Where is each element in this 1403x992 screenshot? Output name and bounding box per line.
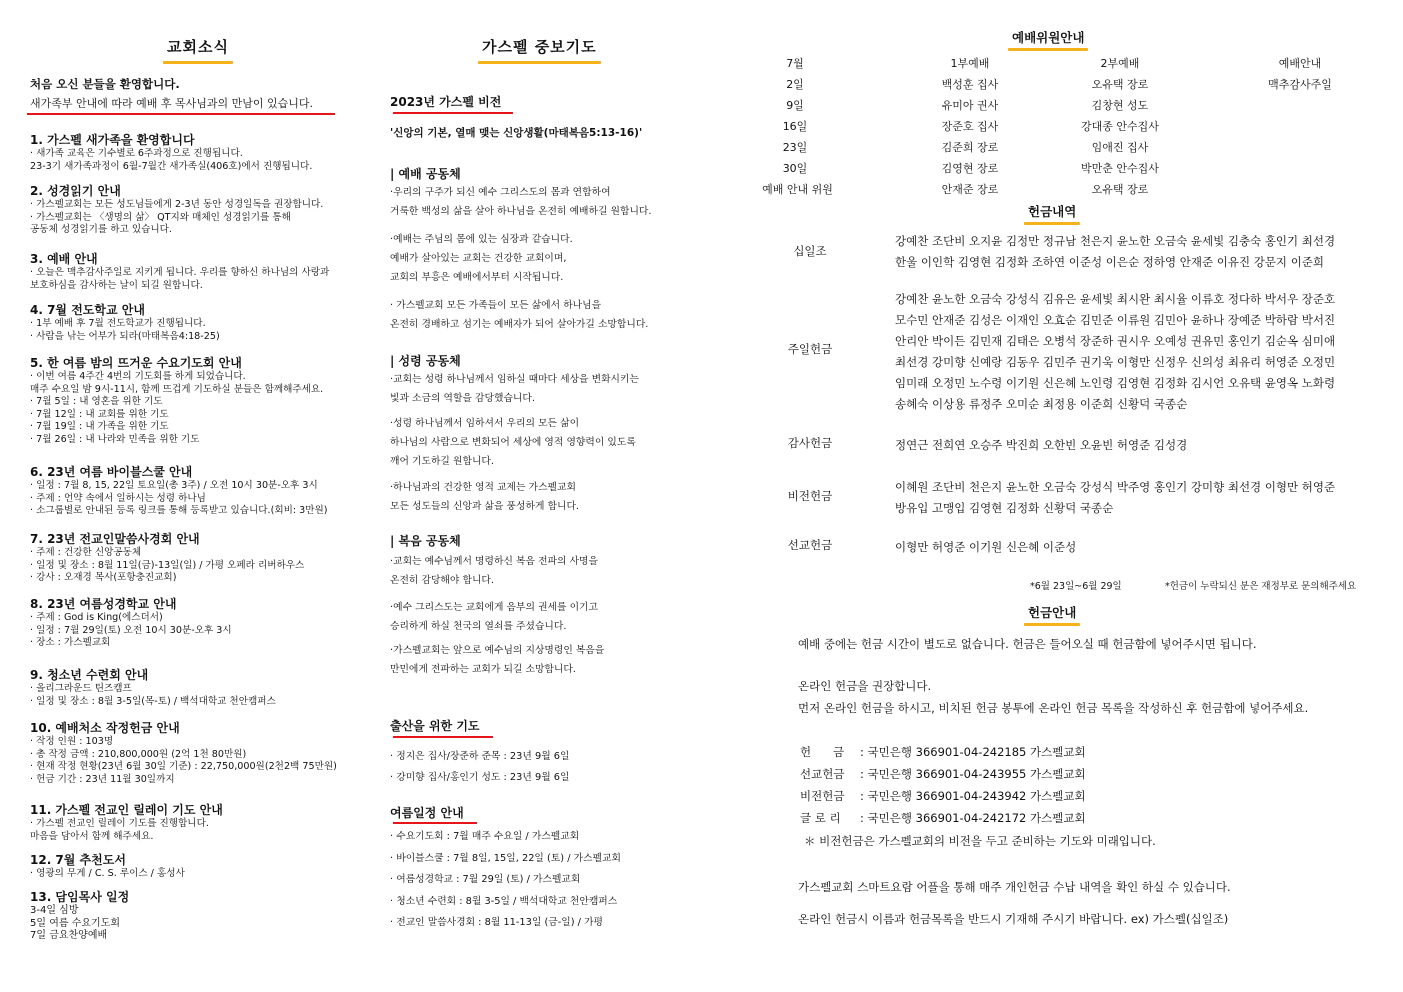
schedule-cell: 백성훈 집사 <box>941 78 999 91</box>
offering-names-line: 이형만 허영준 이기원 신은혜 이준성 <box>895 540 1077 554</box>
schedule-cell: 안재준 장로 <box>941 183 999 196</box>
offering-label: 주일헌금 <box>787 342 833 356</box>
news-line: · 가스펠교회는 〈생명의 삶〉 QT지와 매체인 성경읽기를 통해 <box>30 211 291 223</box>
offering-names <box>895 477 1385 519</box>
news-section-title: 8. 23년 여름성경학교 안내 <box>30 597 177 611</box>
news-section <box>30 465 375 518</box>
offering-names-line: 강예찬 조단비 오지윤 김정만 정규남 천은지 윤노한 오금숙 윤세빛 김충숙 홍인기 최선경 <box>895 234 1336 248</box>
news-line: · 소그룹별로 안내된 등록 링크를 통해 등록받고 있습니다.(회비: 3만원) <box>30 505 328 517</box>
guide-paragraph-3: 가스펠교회 스마트요람 어플을 통해 매주 개인헌금 수납 내역을 확인 하실 수 있습니다. <box>798 880 1231 894</box>
offering-title: 헌금내역 <box>1028 202 1076 220</box>
news-section <box>30 721 375 786</box>
news-line: · 이번 여름 4주간 4번의 기도회를 하게 되었습니다. <box>30 371 246 382</box>
prayer-line: 온전히 감당해야 합니다. <box>390 575 494 586</box>
prayer-item <box>390 414 785 471</box>
prayer-line: ·하나님과의 건강한 영적 교제는 가스펠교회 <box>390 482 576 493</box>
schedule-row <box>760 139 1380 159</box>
schedule-cell: 16일 <box>782 120 808 133</box>
schedule-cell: 유미아 권사 <box>941 99 999 112</box>
news-line: · 새가족 교육은 기수별로 6주과정으로 진행됩니다. <box>30 148 243 159</box>
offering-names <box>895 435 1385 456</box>
news-line: · 7월 12일 : 내 교회를 위한 기도 <box>30 408 169 420</box>
news-section <box>30 184 375 237</box>
news-section <box>30 133 375 173</box>
schedule-cell: 30일 <box>782 162 808 175</box>
news-section-title: 7. 23년 전교인말씀사경회 안내 <box>30 532 200 546</box>
schedule-cell: 23일 <box>782 141 808 154</box>
offering-label: 선교헌금 <box>787 538 833 552</box>
account-number: : 국민은행 366901-04-243955 가스펠교회 <box>860 767 1086 781</box>
vision-underline <box>393 112 513 114</box>
news-section <box>30 252 375 292</box>
news-section-title: 6. 23년 여름 바이블스쿨 안내 <box>30 465 193 479</box>
summer-schedule-item: · 바이블스쿨 : 7월 8일, 15일, 22일 (토) / 가스펠교회 <box>390 852 621 864</box>
schedule-cell: 박만춘 안수집사 <box>1081 162 1159 175</box>
summer-schedule-title: 여름일정 안내 <box>390 806 464 820</box>
schedule-header-cell: 1부예배 <box>950 57 990 70</box>
schedule-cell: 김준희 장로 <box>941 141 999 154</box>
news-line: · 가스펠교회는 모든 성도님들에게 2-3년 동안 성경일독을 권장합니다. <box>30 199 324 210</box>
news-line: 7일 금요찬양예배 <box>30 930 108 942</box>
prayer-line: 하나님의 사람으로 변화되어 세상에 영적 영향력이 있도록 <box>390 437 636 448</box>
news-section <box>30 668 375 708</box>
summer-schedule-item: · 여름성경학교 : 7월 29일 (토) / 가스펠교회 <box>390 874 581 885</box>
news-line: · 일정 및 장소 : 8월 11일(금)-13일(일) / 가평 오페라 리버하우스 <box>30 559 305 571</box>
offering-names-line: 한울 이인학 김영현 김정화 조하연 이준성 이은순 정하영 안재준 이유진 강문지 이준희 <box>895 255 1325 269</box>
vision-quote: '신앙의 기본, 열매 맺는 신앙생활(마태복음5:13-16)' <box>390 127 643 139</box>
news-line: · 올리그라운드 틴즈캠프 <box>30 683 132 694</box>
guide-paragraph-2a: 온라인 헌금을 권장합니다. <box>798 679 932 693</box>
prayer-line: 거룩한 백성의 삶을 살아 하나님을 온전히 예배하길 원합니다. <box>390 206 652 217</box>
schedule-cell: 장준호 집사 <box>941 120 999 133</box>
welcome-title: 처음 오신 분들을 환영합니다. <box>30 77 180 91</box>
offering-names-line: 최선경 강미향 신예랑 김동우 김민주 권기욱 이형만 신정우 신의성 최유리 허영준 오정민 <box>895 355 1336 369</box>
offering-label: 비전헌금 <box>787 489 833 503</box>
summer-schedule-underline <box>393 822 477 824</box>
news-line: · 강사 : 오재경 목사(포항충진교회) <box>30 572 177 584</box>
accounts-note: ＊ 비전헌금은 가스펠교회의 비전을 두고 준비하는 기도와 미래입니다. <box>804 834 1156 848</box>
schedule-cell: 오유택 장로 <box>1091 183 1149 196</box>
account-number: : 국민은행 366901-04-242185 가스펠교회 <box>860 745 1086 759</box>
news-section <box>30 803 375 843</box>
schedule-cell: 김창현 성도 <box>1091 99 1149 112</box>
news-line: · 7월 26일 : 내 나라와 민족을 위한 기도 <box>30 433 200 445</box>
schedule-header-cell: 2부예배 <box>1100 57 1140 70</box>
news-line: · 가스펠 전교인 릴레이 기도를 진행합니다. <box>30 818 209 829</box>
offering-guide-title: 헌금안내 <box>1028 603 1076 621</box>
schedule-header-cell: 7월 <box>786 57 804 70</box>
prayer-line: 만민에게 전파하는 교회가 되길 소망합니다. <box>390 664 576 675</box>
offering-names-line: 안리안 박이든 김민재 김태은 오병석 장준하 권시우 오예성 권유민 홍인기 김순옥 심미애 <box>895 334 1336 348</box>
prayer-line: 교회의 부흥은 예배에서부터 시작됩니다. <box>390 272 564 283</box>
prayer-item <box>390 230 785 287</box>
prayer-group-title: | 성령 공동체 <box>390 354 461 368</box>
news-line: · 주제 : 언약 속에서 일하시는 성령 하나님 <box>30 492 206 504</box>
account-label: 선교헌금 <box>800 767 845 781</box>
news-line: · 사람을 낚는 어부가 되라(마태복음4:18-25) <box>30 330 220 342</box>
schedule-cell: 오유택 장로 <box>1091 78 1149 91</box>
news-line: · 주제 : God is King(에스더서) <box>30 612 163 623</box>
schedule-row <box>760 181 1380 201</box>
summer-schedule-list <box>390 826 785 934</box>
schedule-row <box>760 97 1380 117</box>
offering-names-line: 모수민 안재준 김성은 이재인 오효순 김민준 이류원 김민아 윤하나 장예준 박하람 박서진 <box>895 313 1336 327</box>
prayer-item <box>390 641 785 679</box>
welcome-underline <box>27 113 335 115</box>
schedule-header-row <box>760 55 1380 75</box>
schedule-row <box>760 118 1380 138</box>
prayer-item <box>390 370 785 408</box>
schedule-cell: 김영현 장로 <box>941 162 999 175</box>
birth-prayer-item: · 정지은 집사/장준하 준목 : 23년 9월 6일 <box>390 751 570 762</box>
offering-names-line: 송혜숙 이상용 류정주 오미순 최정용 이준희 신황덕 국종순 <box>895 397 1188 411</box>
news-section-title: 2. 성경읽기 안내 <box>30 184 121 198</box>
news-section <box>30 597 375 650</box>
prayer-item <box>390 296 785 334</box>
news-section-title: 11. 가스펠 전교인 릴레이 기도 안내 <box>30 803 223 817</box>
news-line: · 일정 : 7월 29일(토) 오전 10시 30분-오후 3시 <box>30 624 232 636</box>
schedule-row <box>760 76 1380 96</box>
schedule-cell: 9일 <box>786 99 804 112</box>
summer-schedule-item: · 청소년 수련회 : 8월 3-5일 / 백석대학교 천안캠퍼스 <box>390 895 618 907</box>
offering-names-line: 이혜원 조단비 천은지 윤노한 오금숙 강성식 박주영 홍인기 강미향 최선경 이형만 허영준 <box>895 480 1336 494</box>
offering-label: 감사헌금 <box>787 436 833 450</box>
news-section <box>30 356 375 447</box>
news-line: · 주제 : 건강한 신앙공동체 <box>30 547 142 558</box>
prayer-line: ·가스펠교회는 앞으로 예수님의 지상명령인 복음을 <box>390 645 605 656</box>
schedule-cell: 2일 <box>786 78 804 91</box>
guide-paragraph-1: 예배 중에는 헌금 시간이 별도로 없습니다. 헌금은 들어오실 때 헌금함에 넣어주시면 됩니다. <box>798 637 1257 651</box>
church-news-title: 교회소식 <box>167 36 229 57</box>
schedule-row <box>760 160 1380 180</box>
prayer-line: ·예수 그리스도는 교회에게 음부의 권세를 이기고 <box>390 602 598 613</box>
prayer-group-title: | 예배 공동체 <box>390 167 461 181</box>
account-label: 헌 금 <box>800 745 845 759</box>
news-line: · 장소 : 가스펠교회 <box>30 637 111 649</box>
news-line: 23-3기 새가족과정이 6월-7월간 새가족실(406호)에서 진행됩니다. <box>30 160 313 172</box>
schedule-header-cell: 예배안내 <box>1278 57 1322 70</box>
prayer-line: 깨어 기도하길 원합니다. <box>390 456 494 467</box>
prayer-line: ·교회는 성령 하나님께서 임하실 때마다 세상을 변화시키는 <box>390 374 639 385</box>
schedule-cell: 임애진 집사 <box>1091 141 1149 154</box>
news-line: 5일 여름 수요기도회 <box>30 917 120 929</box>
prayer-line: 모든 성도들의 신앙과 삶을 풍성하게 합니다. <box>390 501 580 512</box>
news-line: · 총 작정 금액 : 210,800,000원 (2억 1천 80만원) <box>30 748 247 760</box>
account-number: : 국민은행 366901-04-242172 가스펠교회 <box>860 811 1086 825</box>
guide-paragraph-2b: 먼저 온라인 헌금을 하시고, 비치된 헌금 봉투에 온라인 헌금 목록을 작성하신 후 헌금함에 넣어주세요. <box>798 701 1309 715</box>
schedule-cell: 예배 안내 위원 <box>762 183 833 196</box>
offering-names <box>895 289 1385 415</box>
offering-names <box>895 231 1385 273</box>
news-section-title: 9. 청소년 수련회 안내 <box>30 668 149 682</box>
vision-title: 2023년 가스펠 비전 <box>390 95 502 109</box>
news-line: · 작정 인원 : 103명 <box>30 736 114 747</box>
offering-names-line: 임미래 오정민 노수령 이기원 신은혜 노인령 김영현 김정화 김시언 오유택 윤영옥 노화령 <box>895 376 1336 390</box>
offering-names <box>895 537 1385 558</box>
offering-names-line: 정연근 전희연 오승주 박진희 오한빈 오윤빈 허영준 김성경 <box>895 438 1188 452</box>
news-section <box>30 890 375 943</box>
news-line: · 헌금 기간 : 23년 11월 30일까지 <box>30 773 175 785</box>
prayer-line: 예배가 살아있는 교회는 건강한 교회이며, <box>390 253 567 264</box>
news-line: · 일정 및 장소 : 8월 3-5일(목-토) / 백석대학교 천안캠퍼스 <box>30 695 276 707</box>
news-line: · 현재 작정 현황(23년 6월 30일 기준) : 22,750,000원(2천2백 75만원) <box>30 761 337 773</box>
news-line: 마음을 담아서 함께 해주세요. <box>30 830 154 842</box>
offering-label: 십일조 <box>793 244 827 258</box>
account-number: : 국민은행 366901-04-243942 가스펠교회 <box>860 789 1086 803</box>
birth-prayer-underline <box>393 736 493 738</box>
prayer-item <box>390 552 785 590</box>
prayer-line: ·성령 하나님께서 임하셔서 우리의 모든 삶이 <box>390 418 580 429</box>
news-line: · 오늘은 맥추감사주일로 지키게 됩니다. 우리를 향하신 하나님의 사랑과 <box>30 267 330 278</box>
offering-names-line: 강예찬 윤노한 오금숙 강성식 김유은 윤세빛 최시완 최시율 이류호 정다하 박서우 장준호 <box>895 292 1336 306</box>
prayer-line: ·우리의 구주가 되신 예수 그리스도의 몸과 연합하여 <box>390 187 611 198</box>
prayer-group-title: | 복음 공동체 <box>390 534 461 548</box>
prayer-line: · 가스펠교회 모든 가족들이 모든 삶에서 하나님을 <box>390 300 602 311</box>
schedule-cell: 맥추감사주일 <box>1268 78 1332 91</box>
news-section-title: 5. 한 여름 밤의 뜨거운 수요기도회 안내 <box>30 356 242 370</box>
prayer-item <box>390 183 785 221</box>
prayer-line: 빛과 소금의 역할을 감당했습니다. <box>390 393 535 404</box>
news-line: · 7월 5일 : 내 영혼을 위한 기도 <box>30 396 163 408</box>
news-line: · 1부 예배 후 7월 전도학교가 진행됩니다. <box>30 318 206 329</box>
account-label: 글 로 리 <box>800 811 841 825</box>
news-line: 공동체 성경읽기를 하고 있습니다. <box>30 224 172 236</box>
prayer-line: ·예배는 주님의 몸에 있는 심장과 같습니다. <box>390 234 573 245</box>
news-line: 3-4일 심방 <box>30 905 79 916</box>
birth-prayer-title: 출산을 위한 기도 <box>390 719 480 733</box>
news-section-title: 4. 7월 전도학교 안내 <box>30 303 145 317</box>
news-line: 매주 수요일 밤 9시-11시, 함께 뜨겁게 기도하실 분들은 함께해주세요. <box>30 383 324 395</box>
prayer-line: ·교회는 예수님께서 명령하신 복음 전파의 사명을 <box>390 556 598 567</box>
news-section <box>30 532 375 585</box>
welcome-text: 새가족부 안내에 따라 예배 후 목사님과의 만남이 있습니다. <box>30 97 313 110</box>
birth-prayer-item: · 강미향 집사/홍인기 성도 : 23년 9월 6일 <box>390 772 570 783</box>
summer-schedule-item: · 전교인 말씀사경회 : 8월 11-13일 (금-일) / 가평 <box>390 917 604 928</box>
offering-missing-note: *헌금이 누락되신 분은 재정부로 문의해주세요 <box>1165 581 1357 592</box>
guide-paragraph-4: 온라인 헌금시 이름과 헌금목록을 반드시 기재해 주시기 바랍니다. ex) 가스펠(십일조) <box>798 912 1229 926</box>
news-section-title: 3. 예배 안내 <box>30 252 98 266</box>
news-section-title: 10. 예배처소 작정헌금 안내 <box>30 721 180 735</box>
prayer-item <box>390 478 785 516</box>
worship-committee-title: 예배위원안내 <box>1012 28 1084 46</box>
news-section <box>30 303 375 343</box>
prayer-title: 가스펠 중보기도 <box>482 36 597 57</box>
summer-schedule-item: · 수요기도회 : 7월 매주 수요일 / 가스펠교회 <box>390 831 580 842</box>
news-line: · 일정 : 7월 8, 15, 22일 토요일(총 3주) / 오전 10시 30분-오후 3시 <box>30 480 318 491</box>
prayer-line: 온전히 경배하고 섬기는 예배자가 되어 살아가길 소망합니다. <box>390 319 649 330</box>
schedule-cell: 강대종 안수집사 <box>1081 120 1159 133</box>
news-line: · 7월 19일 : 내 가족을 위한 기도 <box>30 421 169 433</box>
offering-period-note: *6월 23일~6월 29일 <box>1030 581 1122 592</box>
prayer-line: 승리하게 하실 천국의 열쇠를 주셨습니다. <box>390 621 567 632</box>
birth-prayer-list <box>390 746 785 788</box>
news-section-title: 13. 담임목사 일정 <box>30 890 130 904</box>
offering-names-line: 방유입 고맹입 김영현 김정화 신황덕 국종순 <box>895 501 1114 515</box>
news-section-title: 12. 7월 추천도서 <box>30 853 126 867</box>
news-line: · 영광의 무게 / C. S. 루이스 / 홍성사 <box>30 868 185 879</box>
news-section <box>30 853 375 881</box>
news-section-title: 1. 가스펠 새가족을 환영합니다 <box>30 133 195 147</box>
account-label: 비전헌금 <box>800 789 845 803</box>
prayer-item <box>390 598 785 636</box>
news-line: 보호하심을 감사하는 날이 되길 원합니다. <box>30 279 203 291</box>
